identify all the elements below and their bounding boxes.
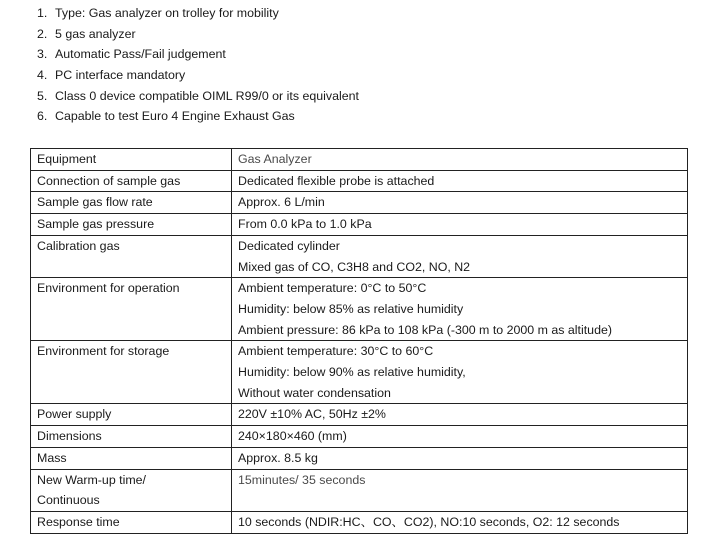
spec-value: 10 seconds (NDIR:HC、CO、CO2), NO:10 seconds, O2: 12 seconds [238,514,620,529]
table-row [31,149,688,171]
spec-label: Continuous [37,493,100,508]
requirement-number: 4. [37,68,48,83]
spec-value-cell [232,149,688,171]
table-row [31,214,688,236]
table-row [31,469,688,511]
spec-label-cell [31,149,232,171]
spec-label: Sample gas flow rate [37,195,153,210]
requirement-item [0,65,359,86]
requirement-number: 6. [37,109,48,124]
spec-value: Ambient temperature: 0°C to 50°C [238,281,427,296]
requirement-item [0,86,359,107]
spec-value-cell [232,192,688,214]
spec-value-cell [232,447,688,469]
spec-value: Ambient pressure: 86 kPa to 108 kPa (-300 m to 2000 m as altitude) [238,322,612,337]
table-row [31,447,688,469]
table-row [31,192,688,214]
spec-label: Environment for storage [37,344,170,359]
requirement-item [0,24,359,45]
spec-value-cell [232,214,688,236]
spec-value: Ambient temperature: 30°C to 60°C [238,344,434,359]
spec-value: Humidity: below 85% as relative humidity [238,301,464,316]
spec-label-cell [31,192,232,214]
spec-label: New Warm-up time/ [37,472,147,487]
spec-value: Gas Analyzer [238,152,312,166]
spec-label: Mass [37,450,67,465]
spec-value: Humidity: below 90% as relative humidity, [238,365,466,380]
spec-label: Environment for operation [37,281,180,296]
table-row [31,404,688,426]
spec-label: Response time [37,514,120,529]
requirement-number: 3. [37,47,48,62]
spec-label-cell [31,214,232,236]
spec-value: Mixed gas of CO, C3H8 and CO2, NO, N2 [238,259,471,274]
requirement-number: 1. [37,6,48,20]
table-row [31,170,688,192]
table-row [31,511,688,533]
spec-value: 15minutes/ 35 seconds [238,472,366,487]
spec-label: Sample gas pressure [37,217,155,232]
requirement-text: Type: Gas analyzer on trolley for mobility [55,6,279,20]
spec-value-cell [232,469,688,511]
requirement-text: PC interface mandatory [55,68,186,83]
spec-label-cell [31,447,232,469]
spec-label-cell [31,235,232,277]
requirement-item [0,3,359,24]
table-row [31,426,688,448]
spec-value-cell [232,278,688,341]
spec-label: Power supply [37,407,112,422]
spec-value: 220V ±10% AC, 50Hz ±2% [238,407,386,422]
requirement-item [0,44,359,65]
spec-label: Equipment [37,152,97,166]
spec-value: Without water condensation [238,385,391,400]
requirement-text: 5 gas analyzer [55,26,136,41]
specification-table [30,148,688,534]
requirement-text: Class 0 device compatible OIML R99/0 or its equivalent [55,88,359,103]
spec-label: Calibration gas [37,238,120,253]
spec-value-cell [232,341,688,404]
spec-value-cell [232,404,688,426]
spec-label-cell [31,278,232,341]
requirement-text: Capable to test Euro 4 Engine Exhaust Gas [55,109,295,124]
spec-value: Dedicated cylinder [238,238,340,253]
spec-value-cell [232,170,688,192]
spec-label-cell [31,404,232,426]
spec-label: Connection of sample gas [37,173,181,188]
requirements-list [0,3,359,127]
spec-value-cell [232,235,688,277]
spec-label-cell [31,341,232,404]
spec-label-cell [31,426,232,448]
table-row [31,278,688,341]
spec-value-cell [232,511,688,533]
spec-value: Approx. 8.5 kg [238,450,318,465]
table-row [31,341,688,404]
spec-value: Dedicated flexible probe is attached [238,173,435,188]
table-row [31,235,688,277]
spec-label-cell [31,511,232,533]
requirement-text: Automatic Pass/Fail judgement [55,47,226,62]
requirement-item [0,106,359,127]
spec-value-cell [232,426,688,448]
spec-label: Dimensions [37,429,102,444]
spec-label-cell [31,469,232,511]
requirement-number: 2. [37,26,48,41]
spec-value: 240×180×460 (mm) [238,429,347,444]
spec-value: Approx. 6 L/min [238,195,325,210]
spec-value: From 0.0 kPa to 1.0 kPa [238,217,372,232]
spec-label-cell [31,170,232,192]
requirement-number: 5. [37,88,48,103]
